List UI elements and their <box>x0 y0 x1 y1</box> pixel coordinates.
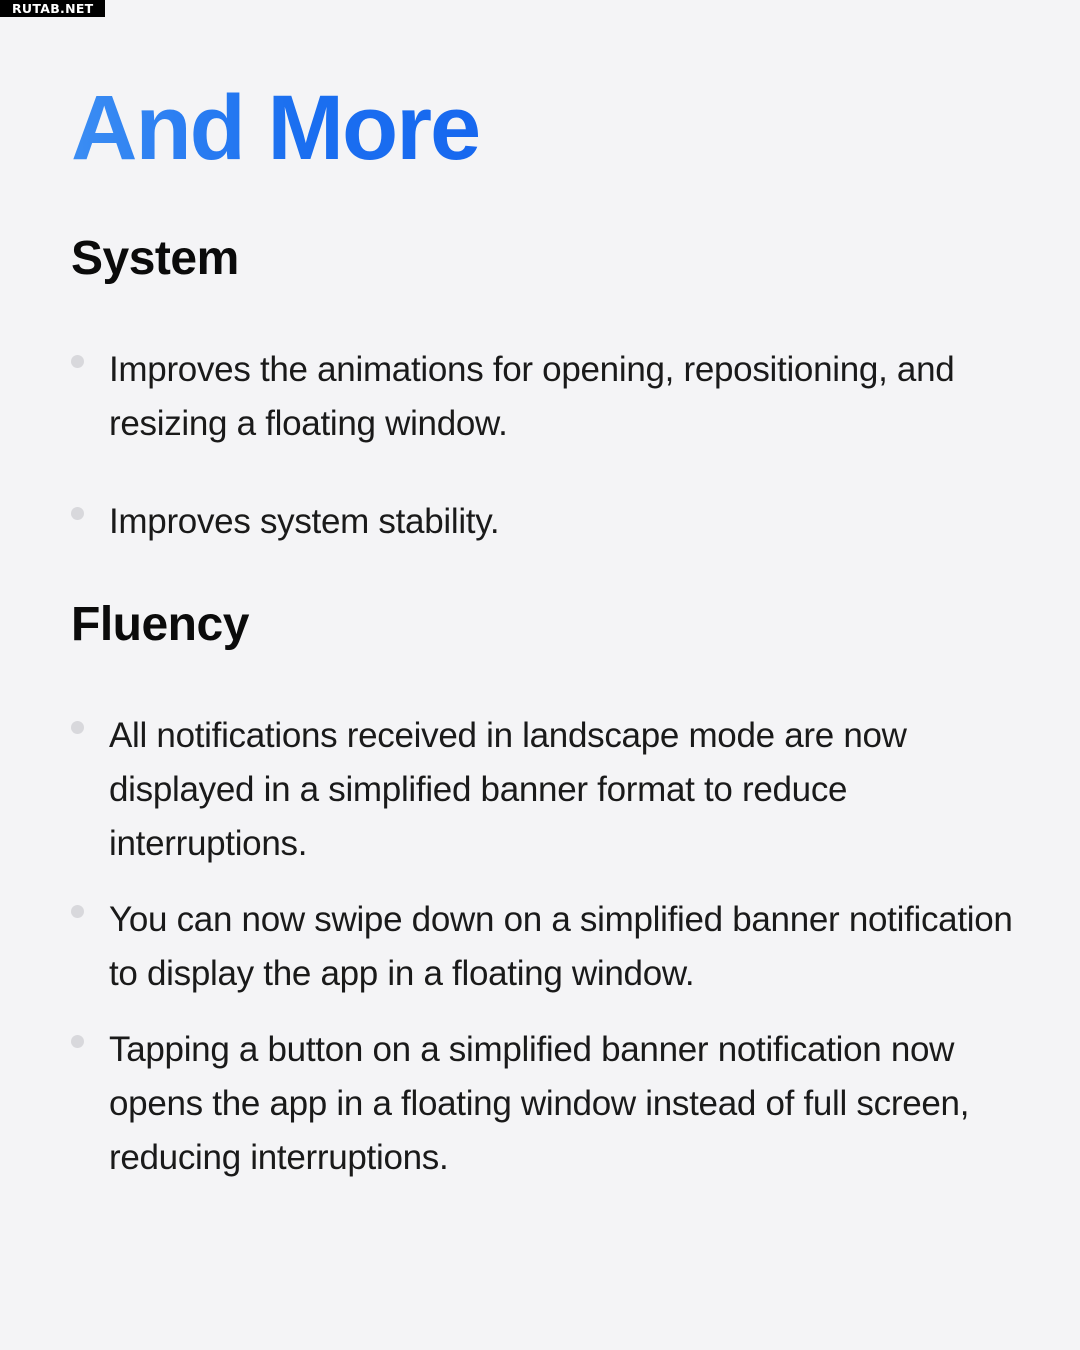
list-item-text: Improves system stability. <box>109 502 500 541</box>
list-item-text: All notifications received in landscape mode are now displayed in a simplified banner format to reduce interruptions. <box>109 716 907 863</box>
page-title: And More <box>71 77 480 179</box>
bullet-dot-icon <box>71 905 84 918</box>
section-heading-system: System <box>71 232 239 285</box>
list-item <box>71 709 1021 871</box>
bullet-dot-icon <box>71 1035 84 1048</box>
bullet-dot-icon <box>71 721 84 734</box>
list-item-text: You can now swipe down on a simplified banner notification to display the app in a floating window. <box>109 900 1013 993</box>
list-item <box>71 343 1021 451</box>
bullet-dot-icon <box>71 507 84 520</box>
section-heading-fluency: Fluency <box>71 598 249 651</box>
list-item <box>71 893 1021 1001</box>
list-item-text: Tapping a button on a simplified banner notification now opens the app in a floating window instead of full screen, reducing interruptions. <box>109 1030 970 1177</box>
list-item-text: Improves the animations for opening, repositioning, and resizing a floating window. <box>109 350 955 443</box>
list-item <box>71 1023 1021 1185</box>
bullet-dot-icon <box>71 355 84 368</box>
list-item <box>71 495 1021 549</box>
site-watermark: RUTAB.NET <box>0 0 105 17</box>
